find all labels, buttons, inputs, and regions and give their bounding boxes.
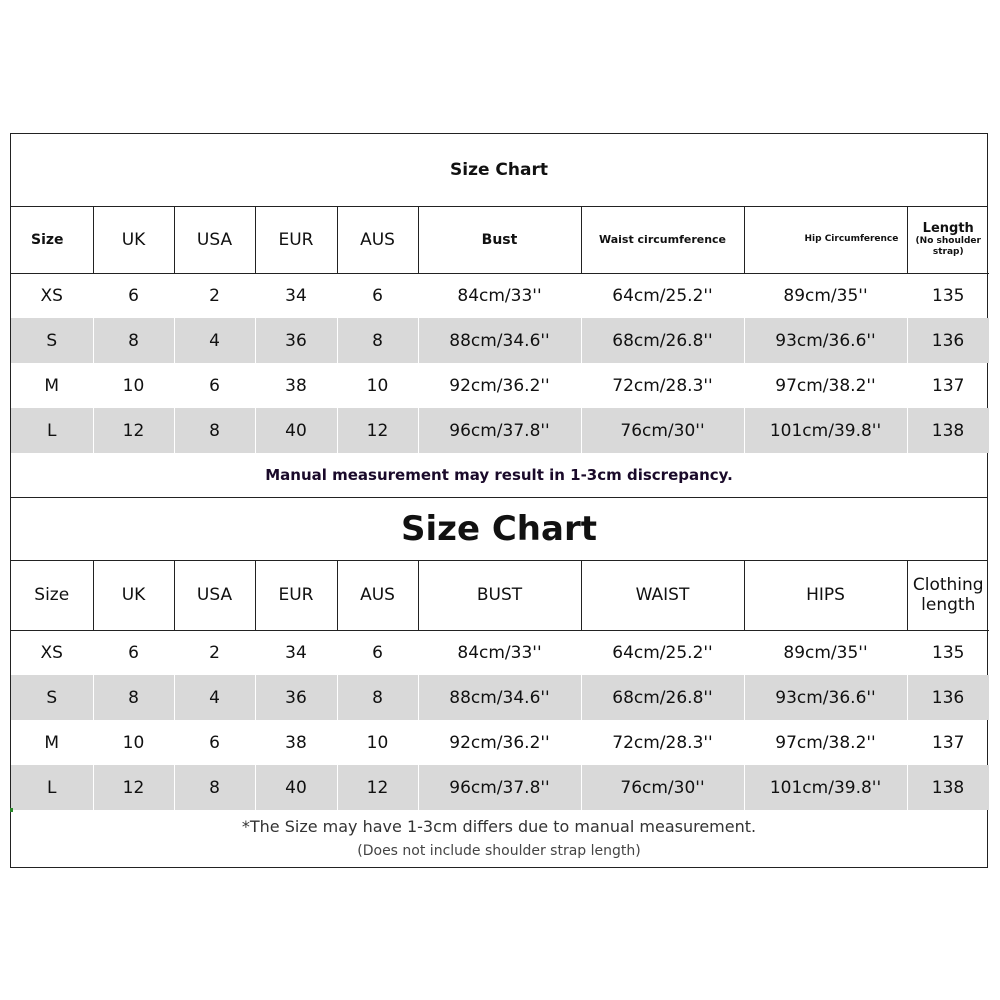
table-cell: 10 (337, 363, 418, 408)
table-cell: 36 (255, 318, 337, 363)
table-cell: 96cm/37.8'' (418, 408, 581, 453)
table-cell: 8 (174, 408, 255, 453)
edge-mark (10, 808, 13, 812)
table-row (11, 273, 989, 318)
table-cell: 72cm/28.3'' (581, 363, 744, 408)
table-cell: M (11, 363, 93, 408)
table-cell: 68cm/26.8'' (581, 675, 744, 720)
table-cell: 10 (93, 720, 174, 765)
table-cell: 8 (337, 675, 418, 720)
table-cell: 89cm/35'' (744, 273, 907, 318)
chart1-title: Size Chart (11, 134, 987, 207)
chart1-header-row (11, 207, 989, 273)
table-cell: 6 (93, 273, 174, 318)
table-cell: 101cm/39.8'' (744, 408, 907, 453)
table-cell: 38 (255, 720, 337, 765)
table-cell: 88cm/34.6'' (418, 675, 581, 720)
table-cell: 8 (93, 675, 174, 720)
table-cell: 12 (93, 408, 174, 453)
table-cell: 10 (93, 363, 174, 408)
table-cell: L (11, 408, 93, 453)
table-cell: 84cm/33'' (418, 273, 581, 318)
table-cell: 6 (93, 630, 174, 675)
table-cell: S (11, 675, 93, 720)
chart2-table (11, 561, 990, 810)
table-cell: 34 (255, 273, 337, 318)
table-cell: 12 (93, 765, 174, 810)
table-row (11, 720, 989, 765)
table-cell: 93cm/36.6'' (744, 318, 907, 363)
table-cell: 8 (174, 765, 255, 810)
chart1-body (11, 273, 989, 453)
table-cell: 6 (337, 273, 418, 318)
table-cell: 97cm/38.2'' (744, 720, 907, 765)
header-length-sub: (No shoulder strap) (915, 235, 981, 257)
header-bust: Bust (418, 207, 581, 273)
table-cell: 2 (174, 630, 255, 675)
chart2-note: *The Size may have 1-3cm differs due to manual measurement. (241, 817, 757, 836)
chart2-subnote: (Does not include shoulder strap length) (357, 843, 641, 859)
table-cell: 10 (337, 720, 418, 765)
header-eur: EUR (255, 561, 337, 630)
header-hips: HIPS (744, 561, 907, 630)
header-size: Size (11, 561, 93, 630)
table-cell: 92cm/36.2'' (418, 363, 581, 408)
size-chart-2 (10, 497, 988, 868)
table-cell: 34 (255, 630, 337, 675)
table-cell: 89cm/35'' (744, 630, 907, 675)
table-cell: 12 (337, 408, 418, 453)
table-cell: 136 (907, 675, 989, 720)
table-cell: XS (11, 273, 93, 318)
header-uk: UK (93, 207, 174, 273)
header-aus: AUS (337, 207, 418, 273)
table-cell: 8 (93, 318, 174, 363)
table-cell: L (11, 765, 93, 810)
table-cell: 84cm/33'' (418, 630, 581, 675)
size-chart-1 (10, 133, 988, 497)
table-row (11, 363, 989, 408)
header-waist: WAIST (581, 561, 744, 630)
header-size: Size (11, 207, 93, 273)
table-cell: 135 (932, 285, 965, 306)
chart2-title: Size Chart (11, 498, 987, 561)
table-cell: 6 (337, 630, 418, 675)
table-cell: 76cm/30'' (581, 765, 744, 810)
table-cell: 137 (932, 732, 965, 753)
table-cell: 93cm/36.6'' (744, 675, 907, 720)
table-cell: 64cm/25.2'' (581, 273, 744, 318)
header-waist: Waist circumference (581, 207, 744, 273)
table-cell: 138 (907, 765, 989, 810)
header-usa: USA (174, 561, 255, 630)
table-cell: 4 (174, 675, 255, 720)
header-usa: USA (174, 207, 255, 273)
table-cell: 12 (337, 765, 418, 810)
table-cell: 6 (174, 363, 255, 408)
table-cell: 38 (255, 363, 337, 408)
table-cell: 101cm/39.8'' (744, 765, 907, 810)
table-cell: 137 (932, 375, 965, 396)
chart1-note: Manual measurement may result in 1-3cm discrepancy. (265, 466, 733, 484)
table-row (11, 765, 989, 810)
header-length (907, 207, 989, 273)
table-row (11, 630, 989, 675)
table-cell: 92cm/36.2'' (418, 720, 581, 765)
table-cell: 72cm/28.3'' (581, 720, 744, 765)
header-uk: UK (93, 561, 174, 630)
chart1-table (11, 207, 990, 453)
table-cell: 138 (907, 408, 989, 453)
table-cell: 40 (255, 408, 337, 453)
header-eur: EUR (255, 207, 337, 273)
table-row (11, 675, 989, 720)
table-cell: 136 (907, 318, 989, 363)
table-cell: 96cm/37.8'' (418, 765, 581, 810)
chart2-header-row (11, 561, 989, 630)
table-cell: M (11, 720, 93, 765)
header-hip: Hip Circumference (744, 207, 907, 273)
table-row (11, 408, 989, 453)
table-cell: 36 (255, 675, 337, 720)
table-cell: 4 (174, 318, 255, 363)
table-cell: 8 (337, 318, 418, 363)
table-row (11, 318, 989, 363)
table-cell: 88cm/34.6'' (418, 318, 581, 363)
table-cell: 68cm/26.8'' (581, 318, 744, 363)
table-cell: 64cm/25.2'' (581, 630, 744, 675)
header-length-label: Length (922, 220, 974, 236)
table-cell: 76cm/30'' (581, 408, 744, 453)
header-clothing-length: Clothing length (907, 561, 989, 630)
table-cell: 40 (255, 765, 337, 810)
header-bust: BUST (418, 561, 581, 630)
header-aus: AUS (337, 561, 418, 630)
table-cell: 2 (174, 273, 255, 318)
table-cell: S (11, 318, 93, 363)
table-cell: 6 (174, 720, 255, 765)
chart2-body (11, 630, 989, 810)
table-cell: 97cm/38.2'' (744, 363, 907, 408)
table-cell: XS (11, 630, 93, 675)
table-cell: 135 (932, 642, 965, 663)
